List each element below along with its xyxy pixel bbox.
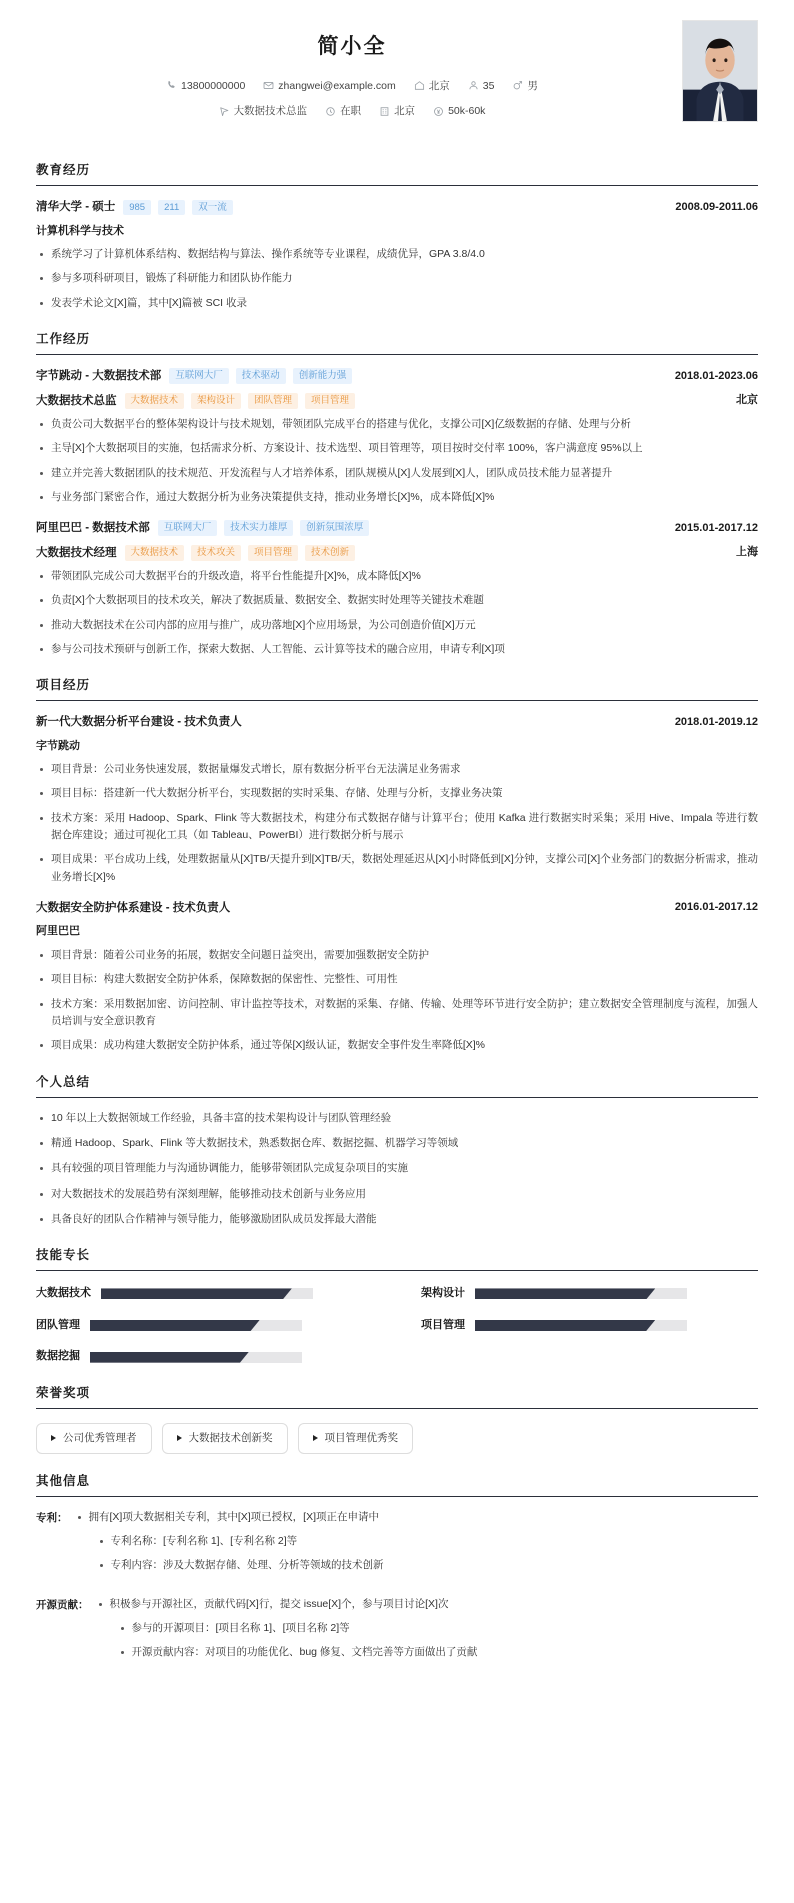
section-work <box>36 329 758 658</box>
work-role-line <box>36 544 758 562</box>
award-label: 项目管理优秀奖 <box>324 1431 398 1444</box>
skill-progress-fill <box>475 1288 655 1299</box>
other-bullets <box>74 1509 759 1526</box>
list-item: 建立并完善大数据团队的技术规范、开发流程与人才培养体系，团队规模从[X]人发展到[X]人，团队成员技术能力显著提升 <box>36 465 758 482</box>
work-role-left <box>36 392 362 410</box>
section-projects <box>36 675 758 1054</box>
work-date: 2018.01-2023.06 <box>674 369 758 382</box>
list-item: 拥有[X]项大数据相关专利，其中[X]项已授权，[X]项正在申请中 <box>74 1509 759 1526</box>
project-entry-left <box>36 899 238 917</box>
work-bullets <box>36 568 758 658</box>
awards-list <box>36 1421 758 1454</box>
section-education <box>36 160 758 312</box>
work-role-tag: 团队管理 <box>248 393 298 409</box>
list-item: 具备良好的团队合作精神与领导能力，能够激励团队成员发挥最大潜能 <box>36 1211 758 1228</box>
education-entry-left <box>36 198 240 216</box>
education-major: 计算机科学与技术 <box>36 224 124 237</box>
home-icon <box>414 80 425 91</box>
list-item: 积极参与开源社区，贡献代码[X]行，提交 issue[X]个，参与项目讨论[X]次 <box>95 1596 759 1613</box>
contact-target-text: 大数据技术总监 <box>233 105 308 118</box>
building-icon <box>379 106 390 117</box>
contact-work-city <box>379 103 415 120</box>
work-role-left <box>36 544 362 562</box>
contact-email <box>263 78 395 95</box>
section-title-other: 其他信息 <box>36 1473 91 1488</box>
education-tag: 双一流 <box>192 200 233 216</box>
list-item: 与业务部门紧密合作，通过大数据分析为业务决策提供支持，推动业务增长[X]%，成本降低[X]% <box>36 489 758 506</box>
page-title: 简小全 <box>317 35 387 58</box>
contact-gender-text: 男 <box>527 79 538 92</box>
other-sub-bullets <box>95 1620 759 1662</box>
skill-progress-fill <box>90 1320 260 1331</box>
skill-progress-track <box>90 1352 302 1363</box>
education-tag: 985 <box>123 200 151 216</box>
skill-row <box>36 1317 373 1335</box>
contact-gender <box>512 78 538 95</box>
skill-label: 架构设计 <box>421 1287 465 1300</box>
work-tag: 互联网大厂 <box>158 520 218 536</box>
other-body <box>95 1596 759 1669</box>
other-sub-bullets <box>74 1533 759 1575</box>
contact-work-city-text: 北京 <box>394 105 416 118</box>
project-bullets <box>36 947 758 1055</box>
contact-age <box>468 78 495 95</box>
list-item: 专利内容：涉及大数据存储、处理、分析等领域的技术创新 <box>96 1557 759 1574</box>
work-tag: 创新氛围浓厚 <box>300 520 369 536</box>
section-title-summary: 个人总结 <box>36 1074 91 1089</box>
project-title: 大数据安全防护体系建设 - 技术负责人 <box>36 902 231 915</box>
skill-progress-fill <box>101 1288 292 1299</box>
skill-row <box>36 1348 373 1366</box>
work-role: 大数据技术总监 <box>36 394 117 407</box>
section-title-education: 教育经历 <box>36 163 91 178</box>
list-item: 对大数据技术的发展趋势有深刻理解，能够推动技术创新与业务应用 <box>36 1186 758 1203</box>
play-triangle-icon <box>313 1435 318 1441</box>
work-location: 上海 <box>736 545 758 558</box>
work-entry <box>36 519 758 658</box>
award-chip[interactable] <box>162 1423 288 1454</box>
section-divider <box>36 1097 758 1098</box>
project-date: 2018.01-2019.12 <box>674 715 758 728</box>
person-icon <box>468 80 479 91</box>
skill-progress-track <box>475 1320 687 1331</box>
skill-progress-fill <box>90 1352 249 1363</box>
skill-label: 数据挖掘 <box>36 1350 80 1363</box>
contact-age-text: 35 <box>482 79 495 92</box>
email-icon <box>263 80 274 91</box>
work-role-tag: 技术创新 <box>305 545 355 561</box>
work-entry-header <box>36 367 758 385</box>
money-icon <box>433 106 444 117</box>
target-icon <box>219 106 230 117</box>
other-label: 开源贡献： <box>36 1598 89 1611</box>
work-role-tag: 大数据技术 <box>125 393 185 409</box>
work-role-tag: 项目管理 <box>248 545 298 561</box>
status-icon <box>325 106 336 117</box>
section-divider <box>36 1408 758 1409</box>
skill-row <box>36 1285 373 1303</box>
work-tag: 互联网大厂 <box>169 368 229 384</box>
project-bullets <box>36 761 758 886</box>
skill-label: 项目管理 <box>421 1318 465 1331</box>
section-title-work: 工作经历 <box>36 332 91 347</box>
section-title-projects: 项目经历 <box>36 678 91 693</box>
other-bullets <box>95 1596 759 1613</box>
project-company: 字节跳动 <box>36 739 80 752</box>
contact-row-primary <box>36 78 758 95</box>
education-date: 2008.09-2011.06 <box>675 200 758 213</box>
work-role: 大数据技术经理 <box>36 546 117 559</box>
work-location: 北京 <box>736 393 758 406</box>
section-divider <box>36 354 758 355</box>
section-other <box>36 1471 758 1669</box>
list-item: 技术方案：采用 Hadoop、Spark、Flink 等大数据技术，构建分布式数据存储与计算平台；使用 Kafka 进行数据实时采集；采用 Hive、Impala 等进行数据仓库建设；通过可视化工具（如 Tableau、PowerBI）进行数据分析与展示 <box>36 810 758 845</box>
resume-header <box>36 18 758 143</box>
work-entry-header <box>36 519 758 537</box>
work-role-line <box>36 392 758 410</box>
other-body <box>74 1509 759 1582</box>
other-block-patents <box>36 1509 758 1582</box>
contact-city <box>414 78 450 95</box>
work-bullets <box>36 416 758 506</box>
work-role-tag: 项目管理 <box>305 393 355 409</box>
list-item: 负责公司大数据平台的整体架构设计与技术规划，带领团队完成平台的搭建与优化，支撑公司[X]亿级数据的存储、处理与分析 <box>36 416 758 433</box>
section-title-awards: 荣誉奖项 <box>36 1385 91 1400</box>
award-chip[interactable] <box>36 1423 152 1454</box>
section-divider <box>36 700 758 701</box>
work-entry <box>36 367 758 506</box>
skill-row <box>421 1317 758 1335</box>
play-triangle-icon <box>177 1435 182 1441</box>
contact-target-position <box>219 103 308 120</box>
award-label: 大数据技术创新奖 <box>188 1431 273 1444</box>
project-entry-header <box>36 713 758 731</box>
work-role-tag: 技术攻关 <box>191 545 241 561</box>
list-item: 负责[X]个大数据项目的技术攻关，解决了数据质量、数据安全、数据实时处理等关键技术难题 <box>36 592 758 609</box>
summary-bullets <box>36 1110 758 1229</box>
project-entry <box>36 713 758 886</box>
work-role-tag: 大数据技术 <box>125 545 185 561</box>
project-title: 新一代大数据分析平台建设 - 技术负责人 <box>36 716 242 729</box>
work-entry-left <box>36 367 359 385</box>
section-divider <box>36 185 758 186</box>
work-company: 阿里巴巴 - 数据技术部 <box>36 522 150 535</box>
skill-row <box>421 1285 758 1303</box>
award-label: 公司优秀管理者 <box>63 1431 137 1444</box>
list-item: 具有较强的项目管理能力与沟通协调能力，能够带领团队完成复杂项目的实施 <box>36 1160 758 1177</box>
education-entry <box>36 198 758 312</box>
list-item: 开源贡献内容：对项目的功能优化、bug 修复、文档完善等方面做出了贡献 <box>117 1644 759 1661</box>
list-item: 项目背景：公司业务快速发展，数据量爆发式增长，原有数据分析平台无法满足业务需求 <box>36 761 758 778</box>
project-date: 2016.01-2017.12 <box>674 901 758 914</box>
skills-grid <box>36 1283 758 1366</box>
list-item: 参与多项科研项目，锻炼了科研能力和团队协作能力 <box>36 270 758 287</box>
list-item: 带领团队完成公司大数据平台的升级改造，将平台性能提升[X]%，成本降低[X]% <box>36 568 758 585</box>
education-school: 清华大学 - 硕士 <box>36 201 116 214</box>
section-divider <box>36 1496 758 1497</box>
skill-progress-track <box>90 1320 302 1331</box>
contact-city-text: 北京 <box>428 79 450 92</box>
section-summary <box>36 1072 758 1229</box>
list-item: 发表学术论文[X]篇，其中[X]篇被 SCI 收录 <box>36 295 758 312</box>
list-item: 系统学习了计算机体系结构、数据结构与算法、操作系统等专业课程，成绩优异，GPA 3.8/4.0 <box>36 246 758 263</box>
work-company: 字节跳动 - 大数据技术部 <box>36 370 162 383</box>
contact-job-status <box>325 103 361 120</box>
project-company: 阿里巴巴 <box>36 925 80 938</box>
list-item: 专利名称：[专利名称 1]、[专利名称 2]等 <box>96 1533 759 1550</box>
list-item: 项目成果：平台成功上线，处理数据量从[X]TB/天提升到[X]TB/天，数据处理延迟从[X]小时降低到[X]分钟，支撑公司[X]个业务部门的数据分析需求，推动业务增长[X]% <box>36 851 758 886</box>
education-bullets <box>36 246 758 312</box>
work-date: 2015.01-2017.12 <box>674 521 758 534</box>
section-awards <box>36 1383 758 1454</box>
list-item: 项目背景：随着公司业务的拓展，数据安全问题日益突出，需要加强数据安全防护 <box>36 947 758 964</box>
section-title-skills: 技能专长 <box>36 1248 91 1263</box>
list-item: 参与公司技术预研与创新工作，探索大数据、人工智能、云计算等技术的融合应用，申请专利[X]项 <box>36 641 758 658</box>
list-item: 精通 Hadoop、Spark、Flink 等大数据技术，熟悉数据仓库、数据挖掘、机器学习等领域 <box>36 1135 758 1152</box>
section-skills <box>36 1245 758 1366</box>
skill-progress-track <box>101 1288 313 1299</box>
contact-salary-text: 50k-60k <box>448 105 486 118</box>
contact-row-secondary <box>36 103 758 120</box>
contact-salary <box>433 103 485 120</box>
list-item: 技术方案：采用数据加密、访问控制、审计监控等技术，对数据的采集、存储、传输、处理等环节进行安全防护；建立数据安全管理制度与流程，加强人员培训与安全意识教育 <box>36 996 758 1031</box>
award-chip[interactable] <box>298 1423 414 1454</box>
education-tag: 211 <box>158 200 185 216</box>
list-item: 参与的开源项目：[项目名称 1]、[项目名称 2]等 <box>117 1620 759 1637</box>
list-item: 推动大数据技术在公司内部的应用与推广，成功落地[X]个应用场景，为公司创造价值[X]万元 <box>36 617 758 634</box>
skill-label: 团队管理 <box>36 1318 80 1331</box>
list-item: 项目目标：构建大数据安全防护体系，保障数据的保密性、完整性、可用性 <box>36 971 758 988</box>
work-tag: 技术驱动 <box>236 368 286 384</box>
phone-icon <box>166 80 177 91</box>
section-divider <box>36 1270 758 1271</box>
contact-phone-text: 13800000000 <box>181 79 246 92</box>
contact-phone <box>166 78 245 95</box>
avatar <box>682 20 758 122</box>
work-tag: 创新能力强 <box>293 368 353 384</box>
project-entry-header <box>36 899 758 917</box>
list-item: 主导[X]个大数据项目的实施，包括需求分析、方案设计、技术选型、项目管理等，项目按时交付率 100%，客户满意度 95%以上 <box>36 440 758 457</box>
skill-progress-fill <box>475 1320 655 1331</box>
contact-job-status-text: 在职 <box>340 105 362 118</box>
education-entry-header <box>36 198 758 216</box>
other-label: 专利： <box>36 1511 68 1524</box>
skill-label: 大数据技术 <box>36 1287 91 1300</box>
play-triangle-icon <box>51 1435 56 1441</box>
list-item: 10 年以上大数据领域工作经验，具备丰富的技术架构设计与团队管理经验 <box>36 1110 758 1127</box>
contact-email-text: zhangwei@example.com <box>278 79 396 92</box>
work-role-tag: 架构设计 <box>191 393 241 409</box>
other-block-opensource <box>36 1596 758 1669</box>
project-entry <box>36 899 758 1055</box>
work-entry-left <box>36 519 376 537</box>
gender-icon <box>512 80 523 91</box>
work-tag: 技术实力雄厚 <box>224 520 293 536</box>
list-item: 项目目标：搭建新一代大数据分析平台，实现数据的实时采集、存储、处理与分析，支撑业务决策 <box>36 785 758 802</box>
skill-progress-track <box>475 1288 687 1299</box>
project-entry-left <box>36 713 250 731</box>
list-item: 项目成果：成功构建大数据安全防护体系，通过等保[X]级认证，数据安全事件发生率降低[X]% <box>36 1037 758 1054</box>
